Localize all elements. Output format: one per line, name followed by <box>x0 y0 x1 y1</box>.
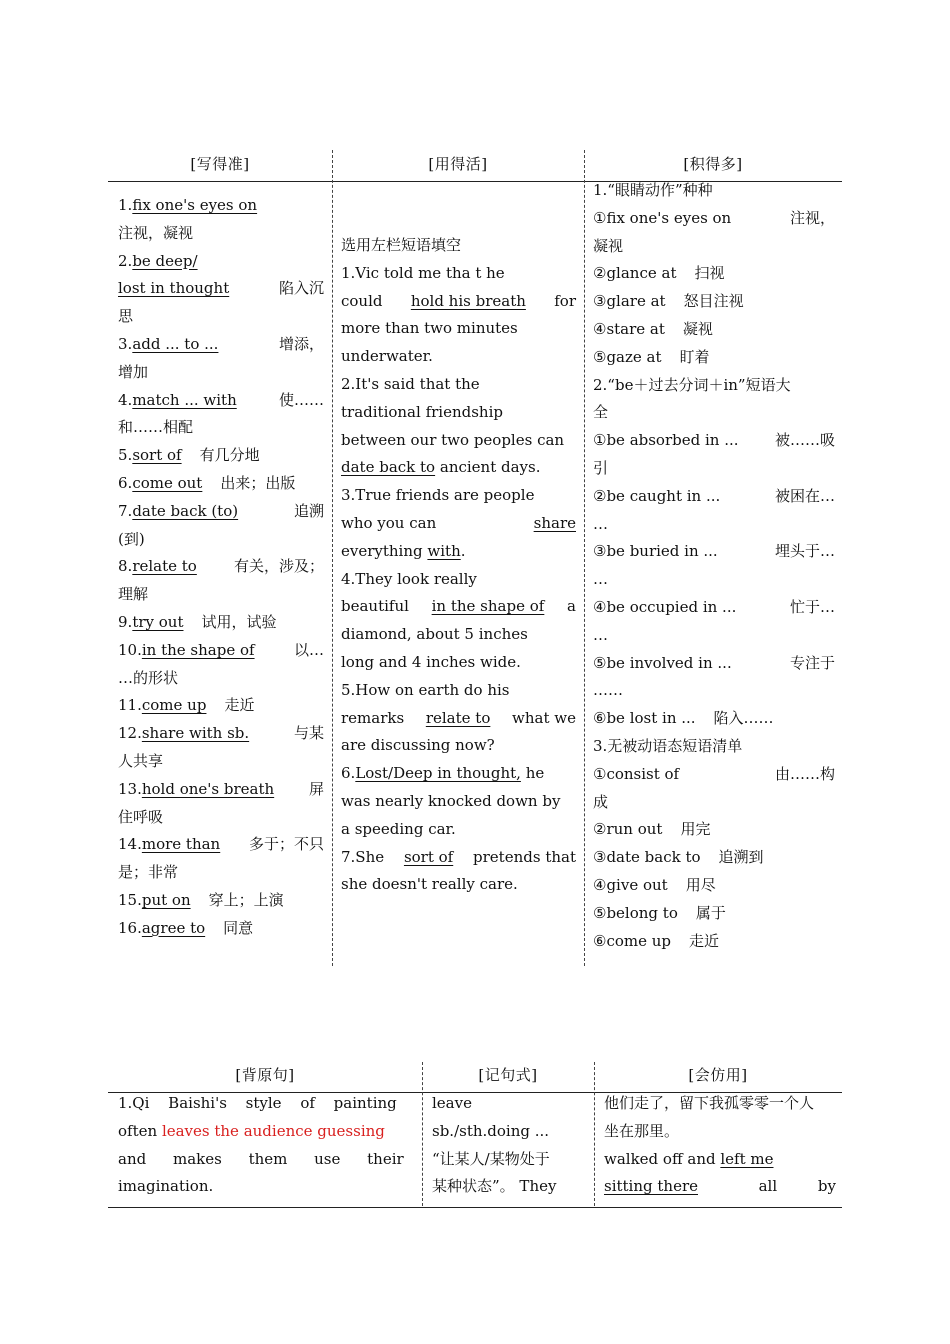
summary-item: ④give out 用尽 <box>593 875 716 894</box>
phrase-item: 10.in the shape of 以… <box>118 640 324 659</box>
phrase-item: 2.be deep/ <box>118 251 198 270</box>
phrase-item: 8.relate to 有关，涉及； <box>118 557 324 576</box>
phrase-item: lost in thought 陷入沉 <box>118 275 324 303</box>
phrase-meaning: …的形状 <box>118 668 179 687</box>
phrase-item: 1.fix one's eyes on <box>118 196 258 214</box>
exercise-line: was nearly knocked down by <box>341 791 561 810</box>
phrase-item: 12.share with sb. 与某 <box>118 724 324 743</box>
summary-meaning: 凝视 <box>593 236 624 255</box>
phrase-meaning: 注视，凝视 <box>118 223 194 242</box>
exercise-line: underwater. <box>341 347 433 366</box>
phrase-item: 9.try out 试用，试验 <box>118 612 277 631</box>
summary-meaning: …… <box>593 681 623 700</box>
summary-item: ⑤belong to 属于 <box>593 903 726 922</box>
phrase-meaning: 是；非常 <box>118 863 179 882</box>
imitation-column <box>604 1090 836 1201</box>
category-heading: 1.“眼睛动作”种种 <box>593 181 713 199</box>
sentence-line: imagination. <box>118 1177 214 1196</box>
exercise-answer: relate to <box>425 708 491 727</box>
summary-meaning: 全 <box>593 403 609 422</box>
exercise-line: are discussing now? <box>341 736 495 755</box>
sentence-line: and makes them use their <box>118 1149 404 1168</box>
phrase-meaning: 理解 <box>118 585 149 604</box>
exercise-line: 7.She sort of pretends that <box>341 844 576 872</box>
phrase-answer: try out <box>132 612 184 631</box>
summary-meaning: 引 <box>593 458 609 477</box>
sentence-line: often leaves the audience guessing <box>118 1121 385 1140</box>
exercise-line: date back to ancient days. <box>341 458 541 477</box>
phrase-answer: more than <box>141 835 221 854</box>
phrase-answer: sort of <box>132 446 182 465</box>
exercise-line: who you can share <box>341 510 576 538</box>
exercise-line: could hold his breath for <box>341 288 576 316</box>
phrase-item: 15.put on 穿上；上演 <box>118 890 284 909</box>
phrase-answer: share with sb. <box>141 724 250 743</box>
imitation-line: sitting there all by <box>604 1173 836 1201</box>
exercise-line: 3.True friends are people <box>341 486 535 505</box>
phrase-answer: come up <box>141 696 207 715</box>
phrase-answer: in the shape of <box>141 640 255 659</box>
exercise-line: between our two peoples can <box>341 430 565 449</box>
phrase-item: 11.come up 走近 <box>118 696 255 715</box>
category-heading: 2.“be＋过去分词＋in”短语大 <box>593 375 791 394</box>
exercise-line: 1.Vic told me tha t he <box>341 263 505 282</box>
imitation-line: 他们走了，留下我孤零零一个人 <box>604 1094 815 1112</box>
exercise-line: beautiful in the shape of a <box>341 593 576 621</box>
phrase-answer: date back (to) <box>132 501 239 520</box>
summary-item: ⑤gaze at 盯着 <box>593 347 710 366</box>
summary-meaning: 成 <box>593 792 609 811</box>
phrase-meaning: 思 <box>118 307 134 326</box>
exercise-line: everything with. <box>341 541 466 560</box>
phrase-meaning: (到) <box>118 529 145 548</box>
pattern-line: “让某人/某物处于 <box>432 1149 550 1168</box>
phrase-item: 4.match ... with 使…… <box>118 390 324 409</box>
exercise-answer: share <box>533 513 576 532</box>
phrase-meaning: 住呼吸 <box>118 807 164 826</box>
header-recite-original: [背原句] <box>235 1065 295 1084</box>
pattern-line: leave <box>432 1094 472 1112</box>
exercise-answer: sort of <box>403 847 454 866</box>
column-divider <box>594 1062 595 1206</box>
phrase-answer: come out <box>132 473 203 492</box>
phrase-answer: add ... to ... <box>132 334 219 353</box>
exercise-line: a speeding car. <box>341 819 456 838</box>
highlighted-phrase: leaves the audience guessing <box>161 1121 385 1140</box>
vocabulary-table <box>108 144 842 966</box>
fill-in-exercise-column <box>341 232 576 899</box>
imitation-line: walked off and left me <box>604 1149 774 1168</box>
phrase-item: 7.date back (to) 追溯 <box>118 501 324 520</box>
exercise-line: 6.Lost/Deep in thought, he <box>341 764 545 783</box>
original-sentence-column <box>118 1090 414 1201</box>
phrase-meaning: 人共享 <box>118 751 164 770</box>
category-heading: 3.无被动语态短语清单 <box>593 736 743 755</box>
header-remember-pattern: [记句式] <box>478 1065 538 1084</box>
column-divider <box>422 1062 423 1206</box>
summary-item: ②run out 用完 <box>593 820 711 839</box>
summary-meaning: … <box>593 570 608 589</box>
column-divider <box>584 150 585 966</box>
phrase-item: 5.sort of 有几分地 <box>118 446 260 465</box>
summary-meaning: … <box>593 625 608 644</box>
phrase-answer: relate to <box>132 557 197 576</box>
exercise-line: more than two minutes <box>341 319 518 338</box>
exercise-line: 5.How on earth do his <box>341 680 510 699</box>
phrase-item: 14.more than 多于；不只 <box>118 835 324 854</box>
exercise-answer: Lost/Deep in thought, <box>355 764 521 783</box>
summary-item: ④be occupied in ... 忙于… <box>593 597 835 616</box>
summary-item: ③be buried in ... 埋头于… <box>593 542 835 561</box>
phrase-answer: agree to <box>141 918 206 937</box>
phrase-answer: be deep/ <box>132 251 198 270</box>
phrase-item: 13.hold one's breath 屏 <box>118 779 324 798</box>
summary-item: ④stare at 凝视 <box>593 319 713 338</box>
imitation-answer: left me <box>720 1149 774 1168</box>
phrase-list-column <box>118 192 324 943</box>
exercise-line: long and 4 inches wide. <box>341 652 521 671</box>
exercise-answer: date back to <box>341 458 436 477</box>
summary-meaning: … <box>593 514 608 533</box>
exercise-line: diamond, about 5 inches <box>341 625 528 644</box>
header-imitate: [会仿用] <box>688 1065 748 1084</box>
exercise-instruction: 选用左栏短语填空 <box>341 236 462 254</box>
exercise-line: traditional friendship <box>341 402 503 421</box>
summary-item: ③date back to 追溯到 <box>593 848 764 867</box>
phrase-answer: hold one's breath <box>141 779 275 798</box>
summary-item: ⑥come up 走近 <box>593 931 720 950</box>
pattern-column <box>432 1090 588 1201</box>
summary-item: ①fix one's eyes on 注视， <box>593 208 835 227</box>
phrase-answer: put on <box>141 890 191 909</box>
phrase-meaning: 和……相配 <box>118 418 194 437</box>
exercise-line: remarks relate to what we <box>341 705 576 733</box>
pattern-line: 某种状态”。 They <box>432 1177 557 1196</box>
imitation-line: 坐在那里。 <box>604 1121 680 1140</box>
table-bottom-rule <box>108 1207 842 1208</box>
pattern-line: sb./sth.doing ... <box>432 1121 550 1140</box>
summary-item: ③glare at 怒目注视 <box>593 292 744 311</box>
exercise-line: she doesn't really care. <box>341 875 518 894</box>
summary-item: ②be caught in ... 被困在… <box>593 486 835 505</box>
phrase-item: 3.add ... to ... 增添， <box>118 334 324 353</box>
summary-item: ⑤be involved in ... 专注于 <box>593 653 835 672</box>
exercise-answer: with <box>427 541 461 560</box>
summary-item: ①be absorbed in ... 被……吸 <box>593 431 835 450</box>
phrase-summary-column <box>593 177 835 955</box>
exercise-line: 2.It's said that the <box>341 374 480 393</box>
header-write-accurately: [写得准] <box>190 154 250 173</box>
imitation-answer: sitting there <box>604 1177 698 1196</box>
phrase-answer: fix one's eyes on <box>132 196 258 214</box>
exercise-answer: in the shape of <box>431 597 545 616</box>
summary-item: ①consist of 由……构 <box>593 764 835 783</box>
phrase-answer: match ... with <box>132 390 237 409</box>
phrase-item: 6.come out 出来；出版 <box>118 473 296 492</box>
summary-item: ⑥be lost in ... 陷入…… <box>593 709 774 728</box>
phrase-item: 16.agree to 同意 <box>118 918 254 937</box>
column-divider <box>332 150 333 966</box>
exercise-line: 4.They look really <box>341 569 477 588</box>
phrase-meaning: 增加 <box>118 362 149 381</box>
exercise-answer: hold his breath <box>410 291 526 310</box>
summary-item: ②glance at 扫视 <box>593 264 725 283</box>
sentence-pattern-table <box>108 1058 842 1208</box>
header-use-flexibly: [用得活] <box>428 154 488 173</box>
sentence-line: 1.Qi Baishi's style of painting <box>118 1094 397 1112</box>
phrase-answer: lost in thought <box>118 279 230 298</box>
header-accumulate-more: [积得多] <box>683 154 743 173</box>
